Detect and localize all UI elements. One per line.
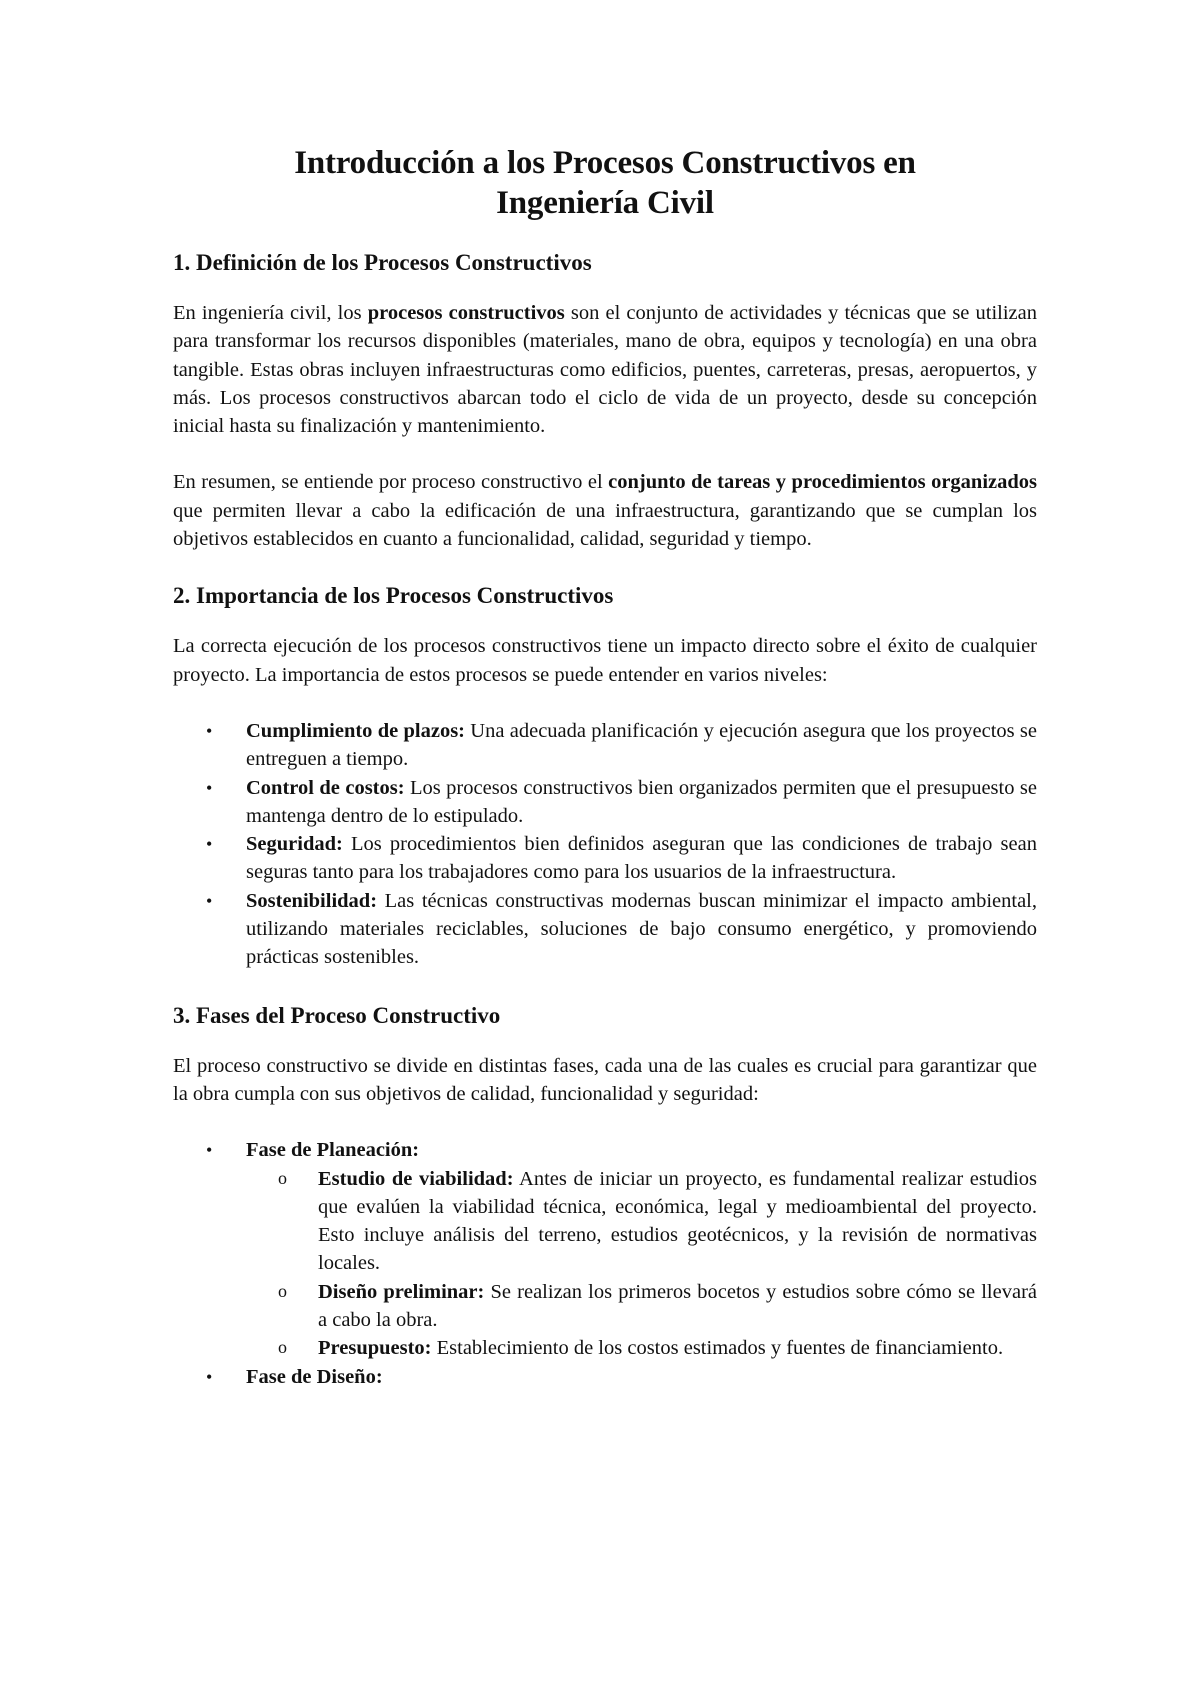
phases-list (173, 1136, 1037, 1391)
list-item (173, 774, 1037, 831)
section-3-intro: El proceso constructivo se divide en distintas fases, cada una de las cuales es crucial para garantizar que la obra cumpla con sus objetivos de calidad, funcionalidad y seguridad: (173, 1054, 1037, 1105)
importance-list (173, 717, 1037, 972)
section-1-heading: 1. Definición de los Procesos Constructivos (173, 250, 592, 275)
subitem-label: Estudio de viabilidad: (318, 1167, 514, 1190)
subitem-label: Diseño preliminar: (318, 1280, 485, 1303)
text-run: que permiten llevar a cabo la edificación de una infraestructura, garantizando que se cumplan los objetivos establecidos en cuanto a funcionalidad, calidad, seguridad y tiempo. (173, 499, 1037, 551)
text-run: En ingeniería civil, los (173, 302, 368, 324)
text-run: son el conjunto de actividades y técnicas que se utilizan para transformar los recursos disponibles (materiales, mano de obra, equipos y tecnología) en una obra tangible. Estas obras incluyen infraestructuras como edificios, puentes, carreteras, presas, aeropuertos, y más. Los procesos constructivos abarcan todo el ciclo de vida de un proyecto, desde su concepción inicial hasta su finalización y mantenimiento. (173, 302, 1038, 438)
title-line-2: Ingeniería Civil (496, 185, 714, 221)
item-text: Las técnicas constructivas modernas buscan minimizar el impacto ambiental, utilizando materiales reciclables, soluciones de bajo consumo energético, y promoviendo prácticas sostenibles. (246, 889, 1037, 969)
text-run: En resumen, se entiende por proceso constructivo el (173, 471, 609, 494)
subitem-text: Antes de iniciar un proyecto, es fundamental realizar estudios que evalúen la viabilidad técnica, económica, legal y medioambiental del proyecto. Esto incluye análisis del terreno, estudios geotécnicos, y la revisión de normativas locales. (318, 1167, 1037, 1275)
list-item (173, 830, 1037, 887)
phase-label: Fase de Planeación: (246, 1139, 420, 1162)
item-text: Los procedimientos bien definidos aseguran que las condiciones de trabajo sean seguras tanto para los trabajadores como para los usuarios de la infraestructura. (246, 833, 1037, 884)
section-3-heading: 3. Fases del Proceso Constructivo (173, 1002, 501, 1028)
item-text: Los procesos constructivos bien organizados permiten que el presupuesto se mantenga dentro de lo estipulado. (246, 776, 1037, 827)
item-label: Control de costos: (246, 776, 405, 799)
phase-label: Fase de Diseño: (246, 1365, 383, 1388)
section-1-paragraph-2 (173, 468, 1037, 553)
bullet-icon: • (206, 834, 213, 855)
section-2-intro: La correcta ejecución de los procesos constructivos tiene un impacto directo sobre el éxito de cualquier proyecto. La importancia de estos procesos se puede entender en varios niveles: (173, 635, 1037, 686)
phase-subitems (246, 1165, 1037, 1363)
bullet-icon: • (206, 890, 213, 911)
circle-bullet-icon: o (278, 1280, 287, 1301)
bullet-icon: • (206, 777, 213, 798)
bullet-icon: • (206, 1366, 213, 1387)
bullet-icon: • (206, 720, 213, 741)
item-label: Cumplimiento de plazos: (246, 719, 466, 742)
title-line-1: Introducción a los Procesos Constructivos en (294, 145, 916, 181)
subitem-label: Presupuesto: (318, 1337, 432, 1360)
subitem-text: Establecimiento de los costos estimados y fuentes de financiamiento. (431, 1337, 1004, 1360)
sub-list-item (246, 1334, 1037, 1362)
sub-list-item (246, 1278, 1037, 1335)
item-label: Sostenibilidad: (246, 889, 378, 912)
bold-term: procesos constructivos (367, 302, 565, 324)
circle-bullet-icon: o (278, 1337, 287, 1358)
circle-bullet-icon: o (278, 1167, 287, 1188)
list-item (173, 887, 1037, 972)
bold-term: conjunto de tareas y procedimientos organizados (608, 471, 1037, 494)
item-label: Seguridad: (246, 833, 343, 856)
section-1-paragraph-1 (173, 299, 1037, 440)
phase-item (173, 1136, 1037, 1362)
item-text: Una adecuada planificación y ejecución asegura que los proyectos se entreguen a tiempo. (246, 719, 1037, 771)
phase-item (173, 1363, 1037, 1391)
subitem-text: Se realizan los primeros bocetos y estudios sobre cómo se llevará a cabo la obra. (318, 1280, 1038, 1332)
section-2-heading: 2. Importancia de los Procesos Constructivos (173, 583, 614, 609)
sub-list-item (246, 1165, 1037, 1278)
bullet-icon: • (206, 1140, 213, 1161)
list-item (173, 717, 1037, 774)
document-title (173, 143, 1037, 223)
